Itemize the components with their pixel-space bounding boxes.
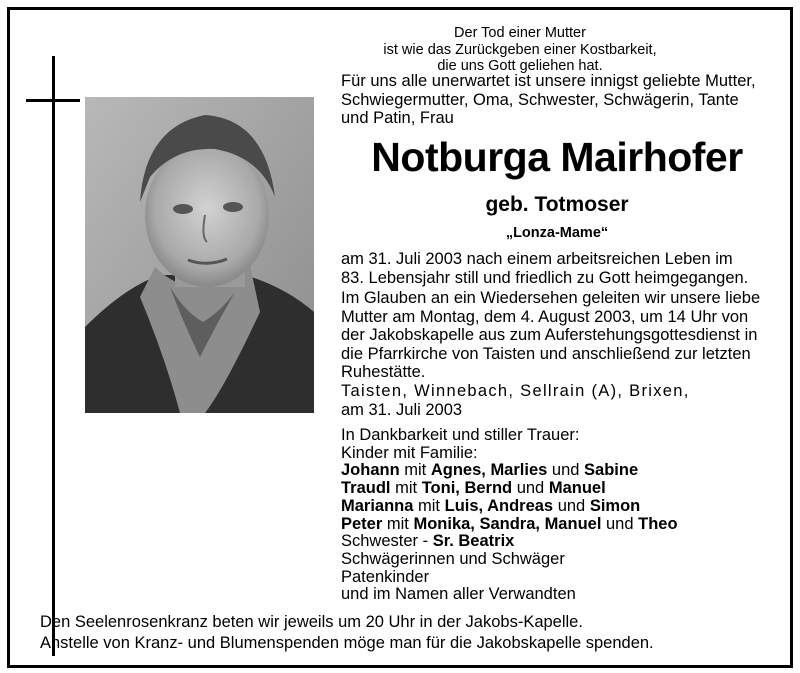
family-line: Traudl mit Toni, Bernd und Manuel: [341, 479, 606, 498]
maiden-name: geb. Totmoser: [485, 193, 629, 216]
nickname: „Lonza-Mame“: [505, 225, 609, 241]
place-date: [341, 382, 771, 419]
rosary-note: Den Seelenrosenkranz beten wir jeweils um 20 Uhr in der Jakobs-Kapelle.: [40, 613, 583, 631]
funeral-details: Im Glauben an ein Wiedersehen geleiten wir unsere liebe Mutter am Montag, dem 4. August 2003, um 14 Uhr von der Jakobskapelle aus zum Auferstehungsgottesdienst in die Pfarrkirche von Taisten und anschließend zur letzten Ruhestätte.: [341, 289, 761, 381]
sister-line: Schwester - Sr. Beatrix: [341, 532, 515, 551]
cross-vertical: [52, 56, 55, 656]
footer-notes: [40, 612, 760, 654]
portrait-image: [85, 97, 314, 413]
donation-note: Anstelle von Kranz- und Blumenspenden möge man für die Jakobskapelle spenden.: [40, 634, 654, 652]
family-line: Johann mit Agnes, Marlies und Sabine: [341, 461, 639, 480]
cross-horizontal: [26, 99, 80, 102]
mourners-heading: In Dankbarkeit und stiller Trauer:: [341, 426, 580, 444]
memorial-quote: Der Tod einer Mutter ist wie das Zurückgeben einer Kostbarkeit, die uns Gott geliehen hat.: [383, 25, 657, 74]
relatives-line: und im Namen aller Verwandten: [341, 585, 576, 604]
place-list: Taisten, Winnebach, Sellrain (A), Brixen,: [341, 382, 690, 400]
deceased-name: Notburga Mairhofer: [371, 134, 743, 180]
death-announcement: am 31. Juli 2003 nach einem arbeitsreichen Leben im 83. Lebensjahr still und friedlich zu Gott heimgegangen.: [341, 250, 749, 287]
mourners-list: [341, 427, 771, 604]
children-heading: Kinder mit Familie:: [341, 443, 478, 462]
intro-text: Für uns alle unerwartet ist unsere innigst geliebte Mutter, Schwiegermutter, Oma, Schwester, Schwägerin, Tante und Patin, Frau: [341, 72, 756, 127]
family-line: Peter mit Monika, Sandra, Manuel und Theo: [341, 514, 678, 533]
portrait-photo: [85, 97, 314, 413]
notice-date: am 31. Juli 2003: [341, 400, 463, 419]
family-line: Marianna mit Luis, Andreas und Simon: [341, 496, 641, 515]
godchildren-line: Patenkinder: [341, 567, 430, 586]
in-laws-line: Schwägerinnen und Schwäger: [341, 549, 565, 568]
